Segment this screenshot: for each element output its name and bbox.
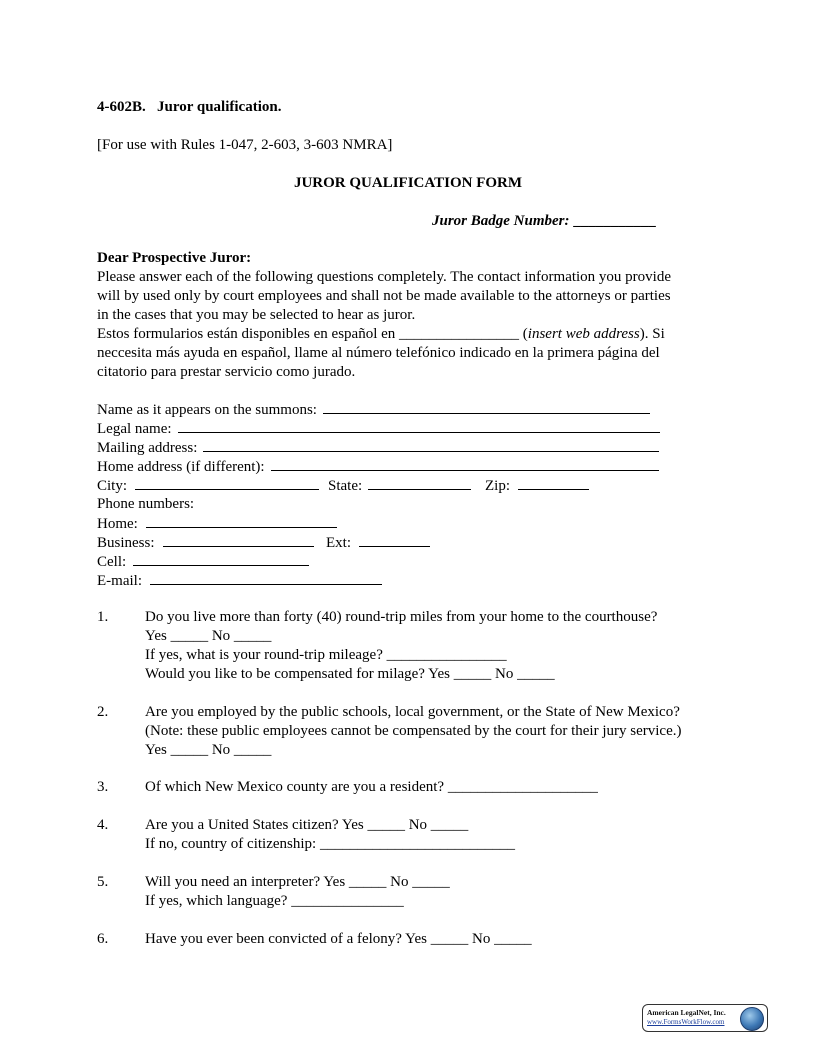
- yes-no-line[interactable]: Yes _____ No _____: [145, 742, 272, 758]
- cell-label: Cell:: [97, 554, 127, 570]
- city-label: City:: [97, 478, 128, 494]
- name-field[interactable]: [323, 400, 650, 414]
- legal-name-field[interactable]: [178, 419, 660, 433]
- mailing-label: Mailing address:: [97, 440, 198, 456]
- greeting: Dear Prospective Juror:: [97, 250, 252, 266]
- badge-label: Juror Badge Number:: [432, 213, 570, 229]
- rule-title: Juror qualification.: [157, 99, 282, 115]
- ext-field[interactable]: [359, 533, 430, 547]
- business-phone-label: Business:: [97, 535, 155, 551]
- citizen-line[interactable]: Are you a United States citizen? Yes _____ No _____: [145, 817, 469, 833]
- logo-company: American LegalNet, Inc.: [647, 1008, 726, 1017]
- badge-number-line: [432, 212, 656, 231]
- home-phone-row: [97, 514, 337, 534]
- name-label: Name as it appears on the summons:: [97, 402, 317, 418]
- zip-field[interactable]: [518, 476, 589, 490]
- phone-label: Phone numbers:: [97, 496, 195, 512]
- globe-icon: [740, 1007, 764, 1031]
- business-phone-field[interactable]: [163, 533, 314, 547]
- city-field[interactable]: [135, 476, 319, 490]
- spanish-line: [97, 325, 665, 344]
- cell-field[interactable]: [133, 552, 309, 566]
- mailing-row: [97, 438, 659, 458]
- intro-line: in the cases that you may be selected to hear as juror.: [97, 307, 416, 323]
- cell-row: [97, 552, 309, 572]
- form-title: JUROR QUALIFICATION FORM: [293, 175, 523, 191]
- spanish-line: citatorio para prestar servicio como jurado.: [97, 364, 356, 380]
- question-number: 3.: [97, 779, 109, 795]
- spanish-text: Estos formularios están disponibles en español en: [97, 326, 400, 342]
- question-number: 6.: [97, 931, 109, 947]
- question-number: 2.: [97, 704, 109, 720]
- home-phone-field[interactable]: [146, 514, 337, 528]
- home-address-field[interactable]: [271, 457, 659, 471]
- email-label: E-mail:: [97, 573, 142, 589]
- ext-row: [326, 533, 430, 553]
- american-legalnet-logo[interactable]: [642, 1004, 768, 1032]
- spanish-line: neccesita más ayuda en español, llame al número telefónico indicado en la primera página del: [97, 345, 660, 361]
- language-line[interactable]: If yes, which language? _______________: [145, 893, 404, 909]
- intro-line: will by used only by court employees and shall not be made available to the attorneys or parties: [97, 288, 671, 304]
- question-number: 1.: [97, 609, 109, 625]
- mileage-line[interactable]: If yes, what is your round-trip mileage? ________________: [145, 647, 507, 663]
- email-field[interactable]: [150, 571, 382, 585]
- logo-url[interactable]: www.FormsWorkFlow.com: [647, 1018, 725, 1026]
- name-row: [97, 400, 650, 420]
- insert-web-address: insert web address: [527, 326, 640, 342]
- felony-line[interactable]: Have you ever been convicted of a felony? Yes _____ No _____: [145, 931, 532, 947]
- state-row: [328, 476, 471, 496]
- yes-no-line[interactable]: Yes _____ No _____: [145, 628, 272, 644]
- question-line: Are you employed by the public schools, local government, or the State of New Mexico?: [145, 704, 680, 720]
- question-number: 4.: [97, 817, 109, 833]
- home-address-row: [97, 457, 659, 477]
- intro-line: Please answer each of the following questions completely. The contact information you provide: [97, 269, 672, 285]
- legal-name-label: Legal name:: [97, 421, 172, 437]
- legal-name-row: [97, 419, 660, 439]
- question-line: Do you live more than forty (40) round-trip miles from your home to the courthouse?: [145, 609, 658, 625]
- interpreter-line[interactable]: Will you need an interpreter? Yes _____ No _____: [145, 874, 450, 890]
- business-phone-row: [97, 533, 314, 553]
- question-note: (Note: these public employees cannot be compensated by the court for their jury service.): [145, 723, 682, 739]
- zip-label: Zip:: [485, 478, 510, 494]
- mailing-address-field[interactable]: [203, 438, 659, 452]
- state-field[interactable]: [368, 476, 471, 490]
- home-phone-label: Home:: [97, 516, 138, 532]
- compensation-line[interactable]: Would you like to be compensated for milage? Yes _____ No _____: [145, 666, 555, 682]
- city-row: [97, 476, 319, 496]
- badge-number-field[interactable]: ___________: [573, 213, 656, 229]
- county-line[interactable]: Of which New Mexico county are you a resident? ____________________: [145, 779, 598, 795]
- email-row: [97, 571, 382, 591]
- state-label: State:: [328, 478, 363, 494]
- rule-heading: [97, 98, 281, 117]
- web-address-blank: ________________: [399, 326, 520, 342]
- zip-row: [485, 476, 589, 496]
- citizenship-country-line[interactable]: If no, country of citizenship: __________________________: [145, 836, 515, 852]
- question-number: 5.: [97, 874, 109, 890]
- ext-label: Ext:: [326, 535, 351, 551]
- use-note: [For use with Rules 1-047, 2-603, 3-603 NMRA]: [97, 137, 393, 153]
- rule-number: 4-602B.: [97, 99, 146, 115]
- spanish-text: (: [519, 326, 528, 342]
- home-address-label: Home address (if different):: [97, 459, 265, 475]
- spanish-text: ). Si: [639, 326, 665, 342]
